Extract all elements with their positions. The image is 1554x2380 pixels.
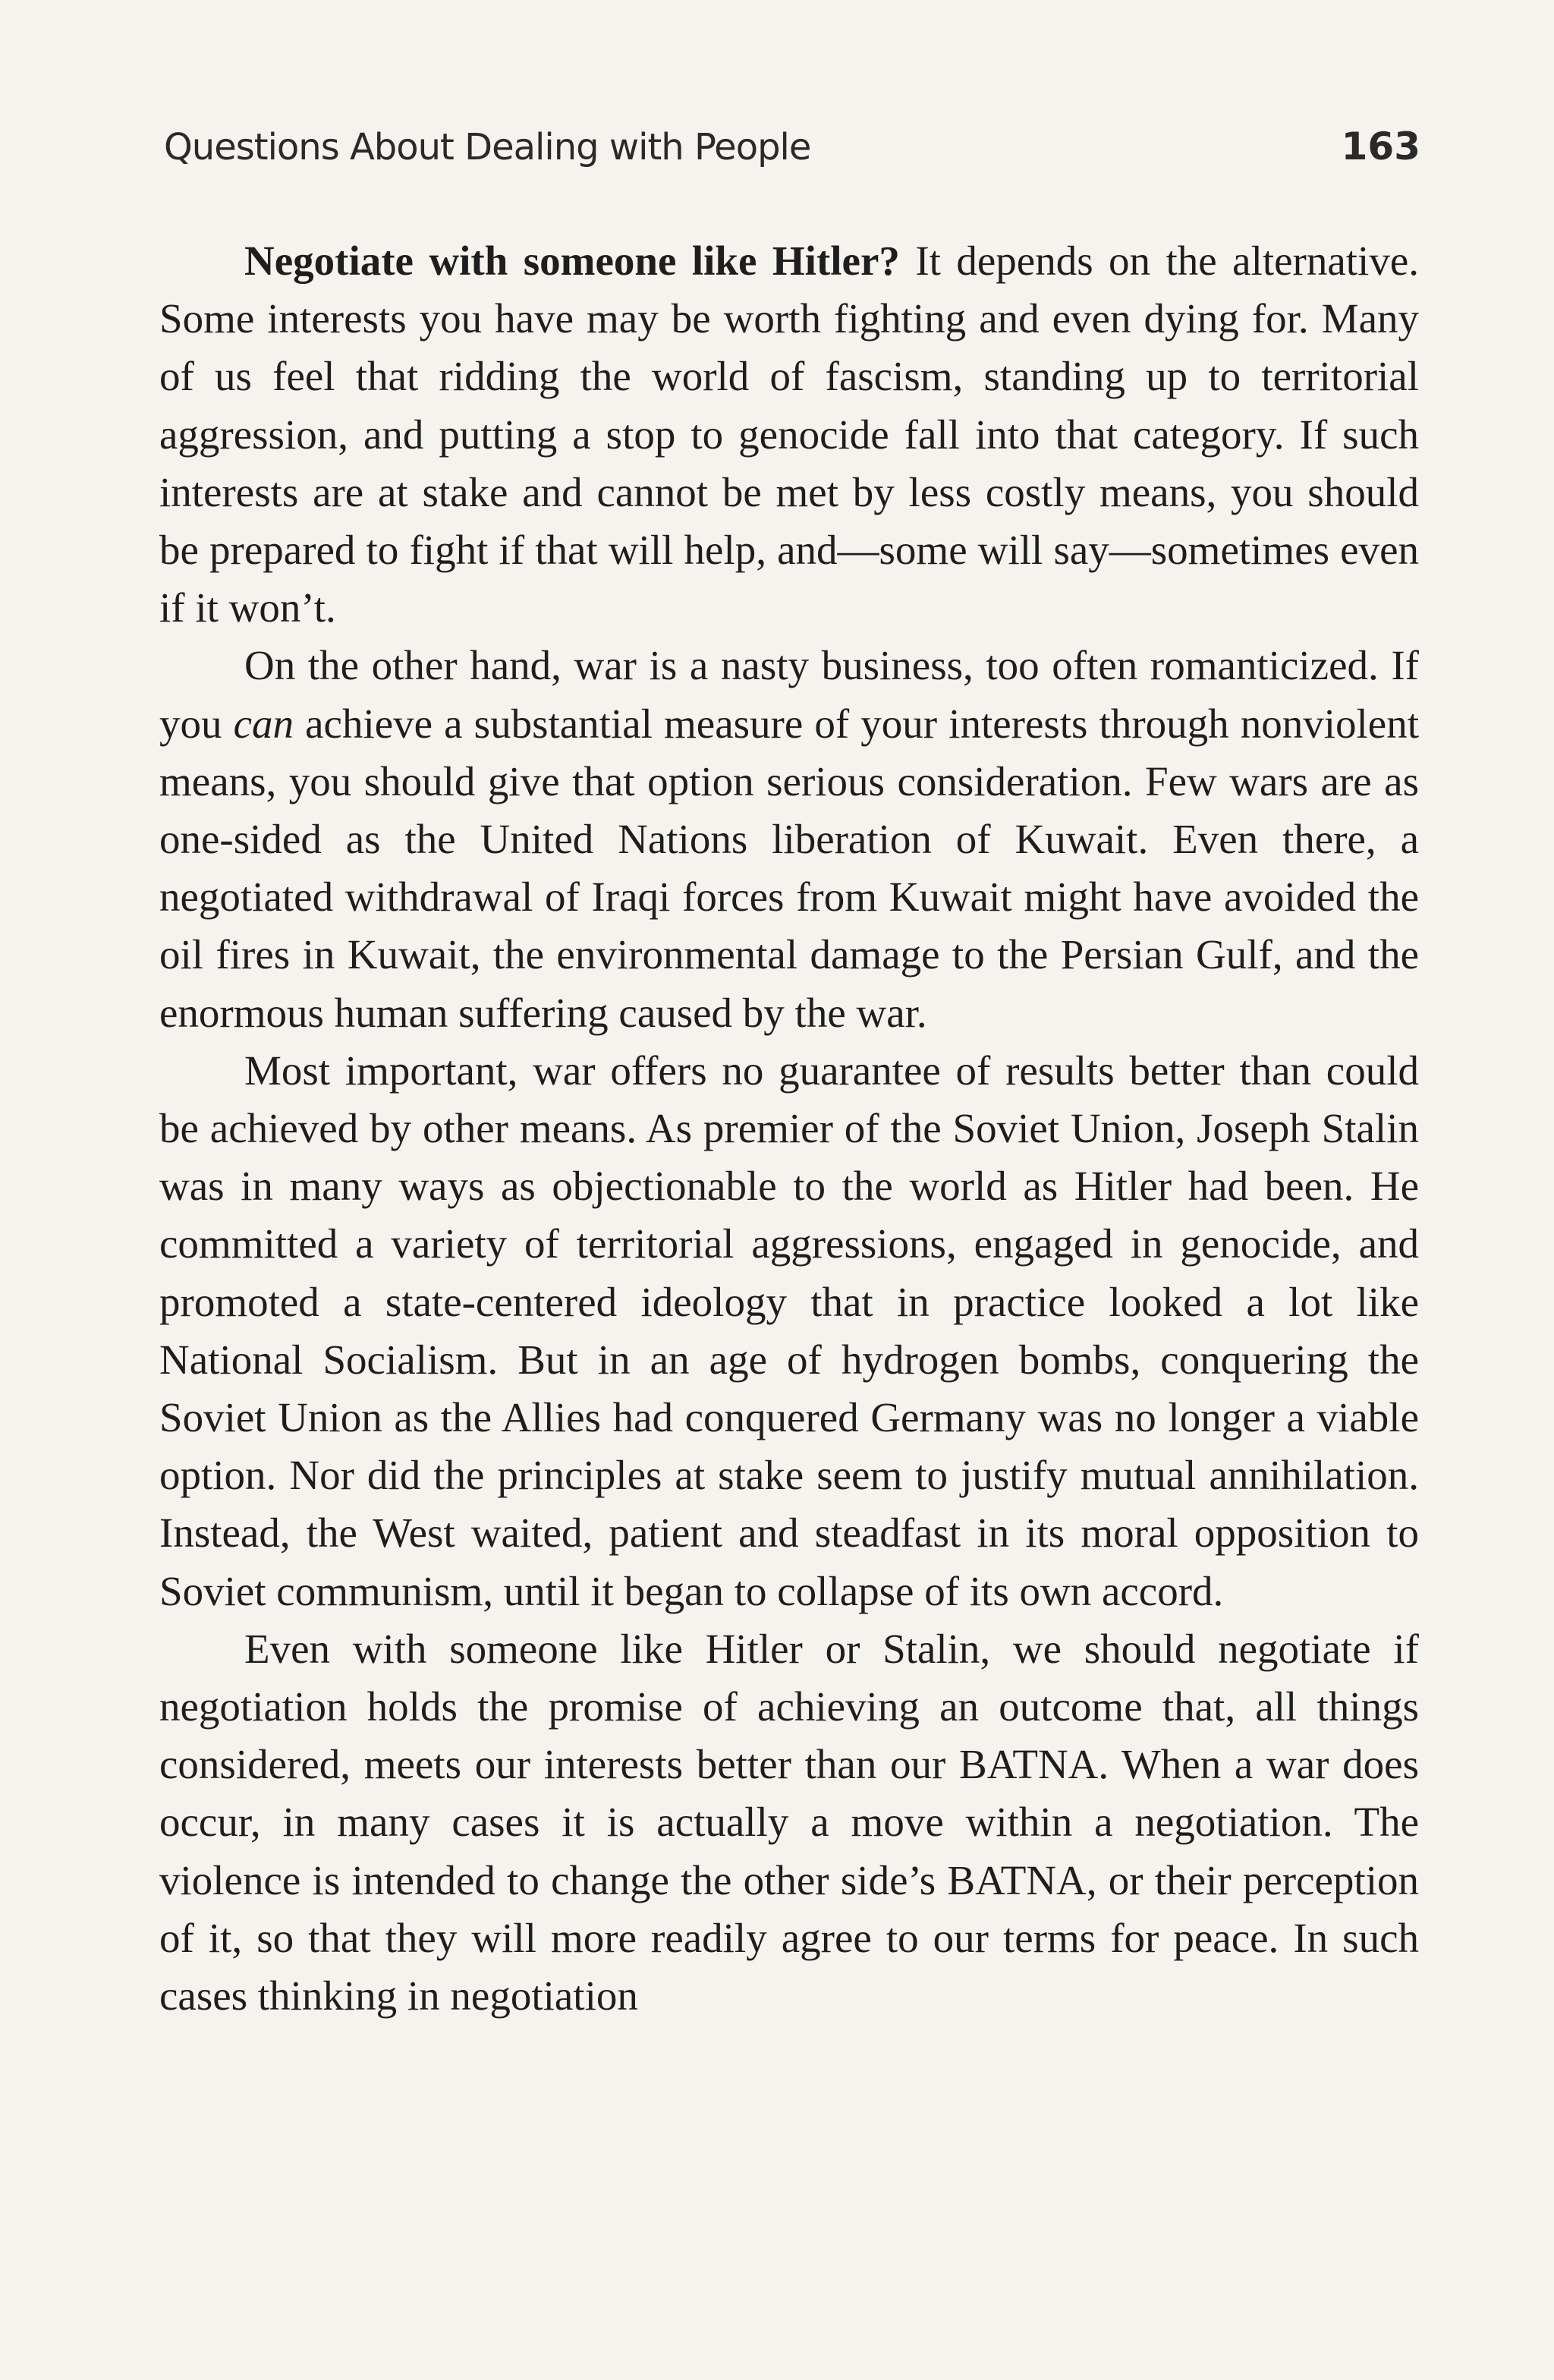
paragraph-2-emphasis: can [233,700,294,747]
paragraph-2-before: On the other hand, war is a nasty business, too often romanticized. If you [159,642,1419,747]
running-header [164,121,1420,182]
page-number: 163 [1341,124,1420,168]
paragraph-4: Even with someone like Hitler or Stalin, we should negotiate if negotiation holds the promise of achieving an outcome that, all things considered, meets our interests better than our BATNA. When a war does occur, in many cases it is actually a move within a negotiation. The violence is intended to change the other side’s BATNA, or their perception of it, so that they will more readily agree to our terms for peace. In such cases thinking in negotiation [159,1625,1419,2020]
paragraph-2 [159,637,1419,1041]
running-title: Questions About Dealing with People [164,126,811,168]
paragraph-1 [159,232,1419,637]
paragraph-2-after: achieve a substantial measure of your interests through nonviolent means, you should give that option serious consideration. Few wars are as one-sided as the United Nations liberation of Kuwait. Even there, a negotiated withdrawal of Iraqi forces from Kuwait might have avoided the oil fires in Kuwait, the environmental damage to the Persian Gulf, and the enormous human suffering caused by the war. [159,700,1420,1036]
paragraph-3: Most important, war offers no guarantee of results better than could be achieved by other means. As premier of the Soviet Union, Joseph Stalin was in many ways as objectionable to the world as Hitler had been. He committed a variety of territorial aggressions, engaged in genocide, and promoted a state-centered ideology that in practice looked a lot like National Socialism. But in an age of hydrogen bombs, conquering the Soviet Union as the Allies had conquered Germany was no longer a viable option. Nor did the principles at stake seem to justify mutual annihilation. Instead, the West waited, patient and steadfast in its moral opposition to Soviet communism, until it began to collapse of its own accord. [159,1047,1419,1614]
paragraph-1-text: It depends on the alternative. Some interests you have may be worth fighting and even dying for. Many of us feel that ridding the world of fascism, standing up to territorial aggression, and putting a stop to genocide fall into that category. If such interests are at stake and cannot be met by less costly means, you should be prepared to fight if that will help, and—some will say—sometimes even if it won’t. [159,238,1419,631]
body-text [159,232,1419,2025]
paragraph-1-lead: Negotiate with someone like Hitler? [244,238,900,284]
